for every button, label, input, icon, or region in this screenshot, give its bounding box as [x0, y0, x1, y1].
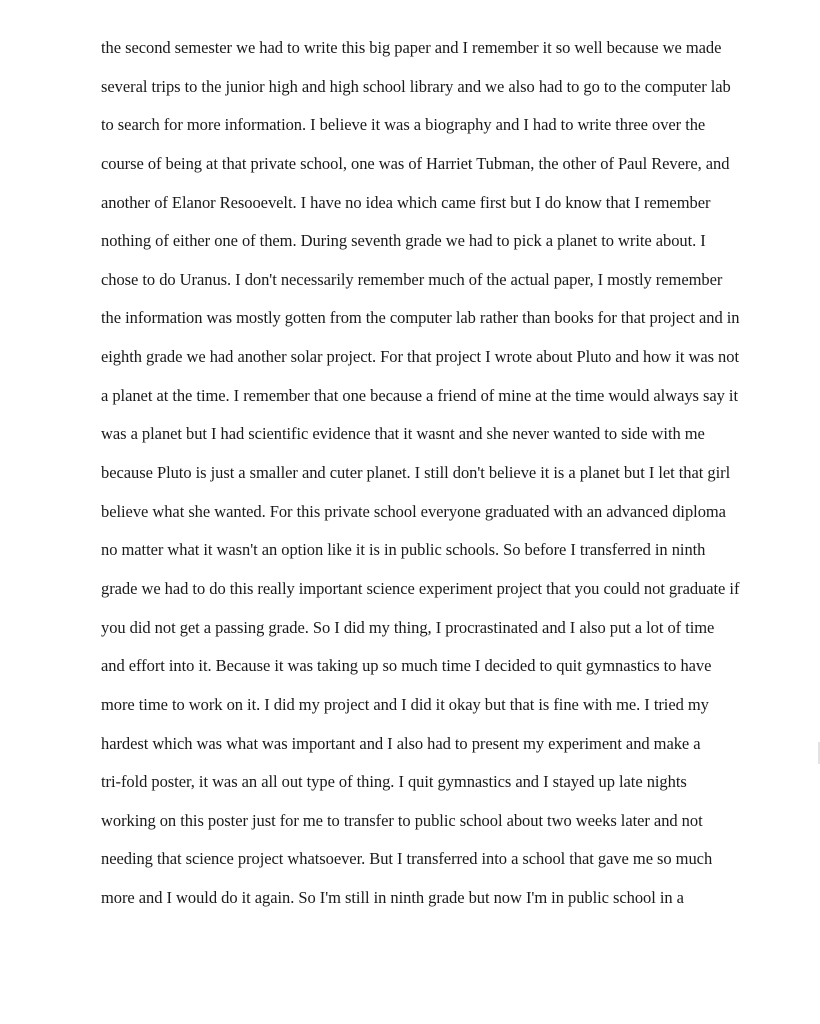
text-line: you did not get a passing grade. So I did my thing, I procrastinated and I also put a lot of time [101, 617, 715, 637]
text-line: nothing of either one of them. During seventh grade we had to pick a planet to write about. I [101, 231, 706, 251]
text-line: needing that science project whatsoever. But I transferred into a school that gave me so much [101, 849, 713, 869]
text-line: to search for more information. I believe it was a biography and I had to write three over the [101, 115, 706, 135]
essay-body-text [101, 29, 801, 918]
text-line: believe what she wanted. For this private school everyone graduated with an advanced diploma [101, 501, 726, 521]
text-line: no matter what it wasn't an option like it is in public schools. So before I transferred in ninth [101, 540, 706, 560]
text-line: was a planet but I had scientific evidence that it wasnt and she never wanted to side with me [101, 424, 705, 444]
text-line: chose to do Uranus. I don't necessarily remember much of the actual paper, I mostly remember [101, 269, 723, 289]
text-line: working on this poster just for me to transfer to public school about two weeks later and not [101, 810, 703, 830]
text-line: because Pluto is just a smaller and cuter planet. I still don't believe it is a planet but I let that girl [101, 463, 731, 483]
text-line: several trips to the junior high and high school library and we also had to go to the computer lab [101, 76, 731, 96]
text-line: more time to work on it. I did my project and I did it okay but that is fine with me. I tried my [101, 694, 709, 714]
text-line: grade we had to do this really important science experiment project that you could not graduate if [101, 578, 740, 598]
text-line: hardest which was what was important and I also had to present my experiment and make a [101, 733, 701, 753]
text-line: and effort into it. Because it was taking up so much time I decided to quit gymnastics to have [101, 656, 712, 676]
text-line: another of Elanor Resooevelt. I have no idea which came first but I do know that I remember [101, 192, 711, 212]
text-line: the second semester we had to write this big paper and I remember it so well because we made [101, 38, 722, 57]
text-line: a planet at the time. I remember that one because a friend of mine at the time would always say it [101, 385, 738, 405]
text-line: course of being at that private school, one was of Harriet Tubman, the other of Paul Revere, and [101, 153, 730, 173]
text-line: more and I would do it again. So I'm still in ninth grade but now I'm in public school in a [101, 888, 684, 908]
text-line: eighth grade we had another solar project. For that project I wrote about Pluto and how it was not [101, 347, 739, 367]
text-line: the information was mostly gotten from the computer lab rather than books for that project and in [101, 308, 740, 328]
text-line: tri-fold poster, it was an all out type of thing. I quit gymnastics and I stayed up late nights [101, 772, 687, 792]
